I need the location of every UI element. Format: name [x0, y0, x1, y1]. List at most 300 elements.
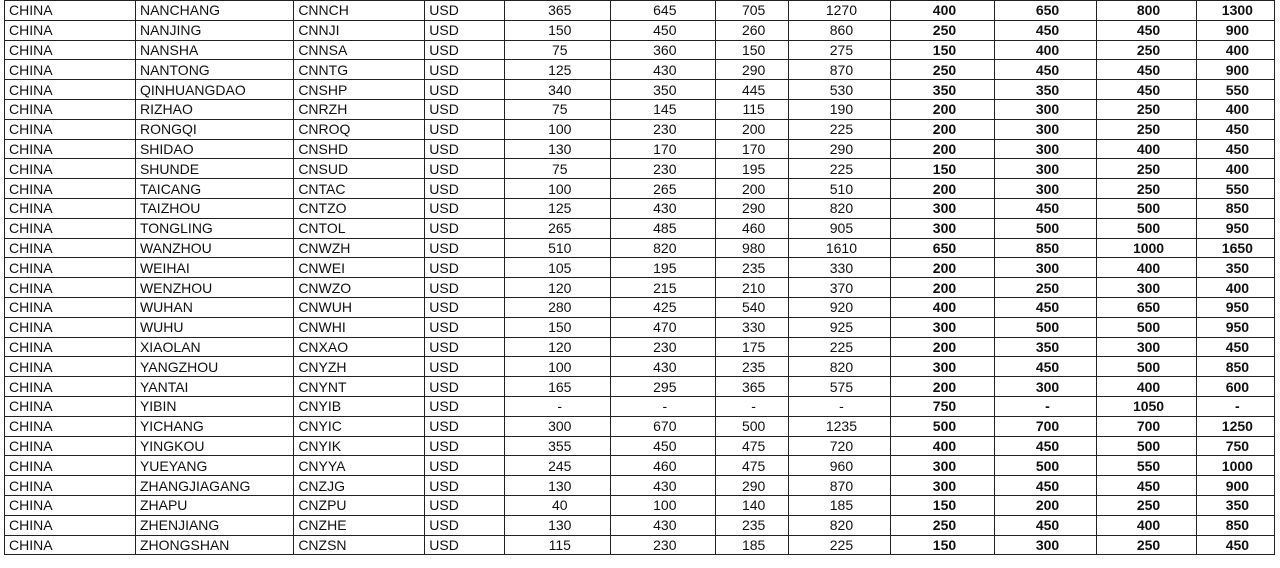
rate-bold-cell: 200	[891, 278, 995, 298]
rate-cell: 235	[715, 258, 788, 278]
rate-cell: 150	[715, 40, 788, 60]
rate-bold-cell: 1050	[1097, 396, 1196, 416]
port-code-cell: CNYYA	[294, 456, 425, 476]
currency-cell: USD	[425, 515, 505, 535]
currency-cell: USD	[425, 476, 505, 496]
currency-cell: USD	[425, 535, 505, 555]
rate-cell: 105	[505, 258, 611, 278]
table-row	[5, 436, 1275, 456]
rate-bold-cell: 750	[891, 396, 995, 416]
rate-cell: 905	[788, 218, 891, 238]
port-code-cell: CNNJI	[294, 20, 425, 40]
port-code-cell: CNZSN	[294, 535, 425, 555]
rate-cell: 265	[505, 218, 611, 238]
port-cell: NANCHANG	[135, 1, 293, 21]
rate-cell: 100	[505, 179, 611, 199]
rate-bold-cell: 150	[891, 535, 995, 555]
rate-bold-cell: 500	[1097, 357, 1196, 377]
table-row	[5, 40, 1275, 60]
port-cell: TONGLING	[135, 218, 293, 238]
rate-bold-cell: 400	[1196, 99, 1274, 119]
rate-cell: 210	[715, 278, 788, 298]
rate-cell: 820	[788, 515, 891, 535]
country-cell: CHINA	[5, 337, 136, 357]
rate-cell: 870	[788, 60, 891, 80]
port-code-cell: CNWEI	[294, 258, 425, 278]
port-code-cell: CNSHP	[294, 80, 425, 100]
currency-cell: USD	[425, 218, 505, 238]
rate-bold-cell: 900	[1196, 20, 1274, 40]
rate-bold-cell: 300	[994, 535, 1097, 555]
table-row	[5, 238, 1275, 258]
rate-bold-cell: 1000	[1097, 238, 1196, 258]
country-cell: CHINA	[5, 139, 136, 159]
rate-cell: 230	[611, 119, 716, 139]
port-cell: YIBIN	[135, 396, 293, 416]
rate-cell: 430	[611, 476, 716, 496]
rate-bold-cell: 450	[1196, 119, 1274, 139]
rate-bold-cell: 700	[1097, 416, 1196, 436]
table-row	[5, 218, 1275, 238]
rate-cell: 820	[611, 238, 716, 258]
rate-bold-cell: 450	[1196, 139, 1274, 159]
rate-bold-cell: 400	[1196, 40, 1274, 60]
country-cell: CHINA	[5, 377, 136, 397]
currency-cell: USD	[425, 20, 505, 40]
rate-cell: 870	[788, 476, 891, 496]
rate-bold-cell: 200	[994, 495, 1097, 515]
rate-bold-cell: 950	[1196, 297, 1274, 317]
rate-bold-cell: 450	[1196, 535, 1274, 555]
rate-bold-cell: 400	[1196, 159, 1274, 179]
rate-cell: 190	[788, 99, 891, 119]
rate-cell: -	[788, 396, 891, 416]
currency-cell: USD	[425, 179, 505, 199]
rate-cell: 430	[611, 357, 716, 377]
rate-bold-cell: 450	[1097, 20, 1196, 40]
rate-bold-cell: 550	[1196, 179, 1274, 199]
rate-bold-cell: 300	[994, 258, 1097, 278]
table-row	[5, 80, 1275, 100]
port-code-cell: CNNTG	[294, 60, 425, 80]
currency-cell: USD	[425, 60, 505, 80]
port-cell: YUEYANG	[135, 456, 293, 476]
rate-cell: 450	[611, 20, 716, 40]
rate-bold-cell: 250	[1097, 40, 1196, 60]
rate-bold-cell: 350	[891, 80, 995, 100]
rate-cell: 290	[715, 476, 788, 496]
rate-bold-cell: 400	[994, 40, 1097, 60]
rate-bold-cell: 650	[994, 1, 1097, 21]
table-row	[5, 119, 1275, 139]
currency-cell: USD	[425, 80, 505, 100]
rate-cell: 365	[505, 1, 611, 21]
rate-bold-cell: 350	[994, 337, 1097, 357]
rate-cell: 540	[715, 297, 788, 317]
rate-cell: 460	[611, 456, 716, 476]
rate-cell: 230	[611, 159, 716, 179]
port-cell: NANJING	[135, 20, 293, 40]
rate-bold-cell: 1000	[1196, 456, 1274, 476]
rate-bold-cell: 250	[1097, 99, 1196, 119]
rate-cell: 230	[611, 337, 716, 357]
rate-bold-cell: 250	[1097, 159, 1196, 179]
rates-table	[4, 0, 1275, 555]
rate-cell: 140	[715, 495, 788, 515]
rate-bold-cell: 400	[1196, 278, 1274, 298]
port-cell: SHUNDE	[135, 159, 293, 179]
port-cell: WUHAN	[135, 297, 293, 317]
port-code-cell: CNNCH	[294, 1, 425, 21]
rate-bold-cell: 450	[1097, 476, 1196, 496]
rate-cell: 510	[788, 179, 891, 199]
rate-cell: -	[715, 396, 788, 416]
rate-cell: 360	[611, 40, 716, 60]
rate-bold-cell: 900	[1196, 476, 1274, 496]
rate-cell: 430	[611, 60, 716, 80]
country-cell: CHINA	[5, 495, 136, 515]
currency-cell: USD	[425, 238, 505, 258]
port-code-cell: CNYIK	[294, 436, 425, 456]
rate-cell: 575	[788, 377, 891, 397]
country-cell: CHINA	[5, 218, 136, 238]
currency-cell: USD	[425, 159, 505, 179]
port-code-cell: CNYIB	[294, 396, 425, 416]
rate-cell: 195	[715, 159, 788, 179]
rate-bold-cell: 550	[1097, 456, 1196, 476]
rate-bold-cell: 450	[994, 476, 1097, 496]
rate-bold-cell: 200	[891, 99, 995, 119]
rate-bold-cell: 500	[994, 218, 1097, 238]
currency-cell: USD	[425, 198, 505, 218]
rate-cell: 145	[611, 99, 716, 119]
rate-cell: 340	[505, 80, 611, 100]
table-row	[5, 337, 1275, 357]
rate-cell: 720	[788, 436, 891, 456]
rate-cell: 530	[788, 80, 891, 100]
country-cell: CHINA	[5, 198, 136, 218]
port-cell: RONGQI	[135, 119, 293, 139]
table-row	[5, 396, 1275, 416]
rate-bold-cell: 950	[1196, 317, 1274, 337]
rate-bold-cell: 450	[994, 20, 1097, 40]
rate-cell: 290	[788, 139, 891, 159]
rate-cell: 280	[505, 297, 611, 317]
rate-bold-cell: 450	[1196, 337, 1274, 357]
rate-cell: 425	[611, 297, 716, 317]
rate-bold-cell: 850	[1196, 357, 1274, 377]
table-row	[5, 357, 1275, 377]
rate-bold-cell: 300	[891, 456, 995, 476]
table-row	[5, 278, 1275, 298]
currency-cell: USD	[425, 456, 505, 476]
port-cell: YANGZHOU	[135, 357, 293, 377]
port-code-cell: CNROQ	[294, 119, 425, 139]
country-cell: CHINA	[5, 159, 136, 179]
rate-bold-cell: 300	[994, 179, 1097, 199]
rate-cell: 330	[788, 258, 891, 278]
rates-table-body	[5, 1, 1275, 555]
rate-bold-cell: 200	[891, 179, 995, 199]
port-code-cell: CNTAC	[294, 179, 425, 199]
rate-cell: 260	[715, 20, 788, 40]
country-cell: CHINA	[5, 436, 136, 456]
rate-cell: 120	[505, 337, 611, 357]
rate-cell: 235	[715, 515, 788, 535]
rate-cell: 485	[611, 218, 716, 238]
rate-bold-cell: 500	[1097, 436, 1196, 456]
port-cell: ZHAPU	[135, 495, 293, 515]
port-cell: WENZHOU	[135, 278, 293, 298]
country-cell: CHINA	[5, 535, 136, 555]
rate-cell: 705	[715, 1, 788, 21]
rate-cell: 225	[788, 337, 891, 357]
rate-bold-cell: 450	[994, 357, 1097, 377]
country-cell: CHINA	[5, 278, 136, 298]
table-row	[5, 20, 1275, 40]
rate-cell: -	[505, 396, 611, 416]
rate-bold-cell: 1650	[1196, 238, 1274, 258]
rate-bold-cell: 300	[994, 377, 1097, 397]
rate-bold-cell: 850	[994, 238, 1097, 258]
port-cell: ZHONGSHAN	[135, 535, 293, 555]
rate-cell: 470	[611, 317, 716, 337]
port-code-cell: CNWZO	[294, 278, 425, 298]
rate-cell: 245	[505, 456, 611, 476]
country-cell: CHINA	[5, 80, 136, 100]
rate-cell: 445	[715, 80, 788, 100]
port-code-cell: CNYNT	[294, 377, 425, 397]
port-cell: YANTAI	[135, 377, 293, 397]
rate-cell: 185	[788, 495, 891, 515]
country-cell: CHINA	[5, 20, 136, 40]
currency-cell: USD	[425, 40, 505, 60]
rate-bold-cell: 200	[891, 258, 995, 278]
table-row	[5, 1, 1275, 21]
rate-cell: 235	[715, 357, 788, 377]
port-cell: TAIZHOU	[135, 198, 293, 218]
currency-cell: USD	[425, 396, 505, 416]
rate-bold-cell: 750	[1196, 436, 1274, 456]
port-code-cell: CNZHE	[294, 515, 425, 535]
rate-bold-cell: 400	[891, 436, 995, 456]
rate-bold-cell: 700	[994, 416, 1097, 436]
rate-cell: 75	[505, 99, 611, 119]
table-row	[5, 159, 1275, 179]
rate-cell: 130	[505, 515, 611, 535]
port-code-cell: CNYIC	[294, 416, 425, 436]
rate-cell: 200	[715, 119, 788, 139]
rate-bold-cell: 250	[1097, 495, 1196, 515]
rate-bold-cell: 300	[891, 198, 995, 218]
rate-cell: 1235	[788, 416, 891, 436]
rate-cell: 125	[505, 60, 611, 80]
rate-bold-cell: 300	[994, 99, 1097, 119]
rate-bold-cell: 250	[1097, 179, 1196, 199]
rate-bold-cell: 200	[891, 139, 995, 159]
rate-bold-cell: 300	[891, 218, 995, 238]
rate-bold-cell: 400	[1097, 377, 1196, 397]
rate-bold-cell: 250	[891, 60, 995, 80]
currency-cell: USD	[425, 317, 505, 337]
country-cell: CHINA	[5, 416, 136, 436]
table-row	[5, 515, 1275, 535]
rate-bold-cell: 500	[1097, 198, 1196, 218]
rate-cell: -	[611, 396, 716, 416]
rate-cell: 225	[788, 159, 891, 179]
currency-cell: USD	[425, 436, 505, 456]
rate-cell: 75	[505, 159, 611, 179]
rate-bold-cell: 500	[1097, 317, 1196, 337]
rate-cell: 130	[505, 476, 611, 496]
rate-bold-cell: 300	[891, 317, 995, 337]
rate-bold-cell: 350	[1196, 495, 1274, 515]
port-code-cell: CNTOL	[294, 218, 425, 238]
rate-cell: 460	[715, 218, 788, 238]
rate-cell: 475	[715, 436, 788, 456]
rate-cell: 225	[788, 119, 891, 139]
currency-cell: USD	[425, 357, 505, 377]
port-code-cell: CNRZH	[294, 99, 425, 119]
port-cell: NANTONG	[135, 60, 293, 80]
port-cell: RIZHAO	[135, 99, 293, 119]
rate-bold-cell: 450	[994, 198, 1097, 218]
rate-bold-cell: 300	[994, 159, 1097, 179]
country-cell: CHINA	[5, 456, 136, 476]
rate-bold-cell: 300	[1097, 337, 1196, 357]
port-code-cell: CNZJG	[294, 476, 425, 496]
country-cell: CHINA	[5, 258, 136, 278]
rate-bold-cell: 200	[891, 377, 995, 397]
port-cell: YICHANG	[135, 416, 293, 436]
rate-cell: 860	[788, 20, 891, 40]
port-code-cell: CNTZO	[294, 198, 425, 218]
rate-cell: 920	[788, 297, 891, 317]
rate-bold-cell: 850	[1196, 515, 1274, 535]
rate-bold-cell: 150	[891, 495, 995, 515]
rate-bold-cell: 250	[891, 20, 995, 40]
country-cell: CHINA	[5, 357, 136, 377]
rate-cell: 170	[715, 139, 788, 159]
port-code-cell: CNSUD	[294, 159, 425, 179]
rate-cell: 100	[611, 495, 716, 515]
country-cell: CHINA	[5, 238, 136, 258]
rate-cell: 40	[505, 495, 611, 515]
rate-cell: 960	[788, 456, 891, 476]
rate-bold-cell: 250	[891, 515, 995, 535]
country-cell: CHINA	[5, 179, 136, 199]
port-cell: ZHENJIANG	[135, 515, 293, 535]
rate-bold-cell: 500	[1097, 218, 1196, 238]
rate-cell: 200	[715, 179, 788, 199]
rate-cell: 195	[611, 258, 716, 278]
rate-cell: 1270	[788, 1, 891, 21]
port-cell: ZHANGJIAGANG	[135, 476, 293, 496]
currency-cell: USD	[425, 139, 505, 159]
port-code-cell: CNSHD	[294, 139, 425, 159]
port-cell: QINHUANGDAO	[135, 80, 293, 100]
rate-cell: 450	[611, 436, 716, 456]
rate-cell: 820	[788, 198, 891, 218]
rate-bold-cell: 650	[891, 238, 995, 258]
rate-cell: 230	[611, 535, 716, 555]
rate-cell: 925	[788, 317, 891, 337]
currency-cell: USD	[425, 258, 505, 278]
rate-cell: 125	[505, 198, 611, 218]
rate-cell: 130	[505, 139, 611, 159]
rate-cell: 365	[715, 377, 788, 397]
rate-bold-cell: 1250	[1196, 416, 1274, 436]
rate-cell: 100	[505, 357, 611, 377]
rate-bold-cell: 250	[1097, 535, 1196, 555]
rate-cell: 185	[715, 535, 788, 555]
table-row	[5, 495, 1275, 515]
rate-cell: 275	[788, 40, 891, 60]
rate-bold-cell: 500	[891, 416, 995, 436]
rate-bold-cell: 400	[1097, 258, 1196, 278]
country-cell: CHINA	[5, 60, 136, 80]
country-cell: CHINA	[5, 297, 136, 317]
port-cell: SHIDAO	[135, 139, 293, 159]
port-code-cell: CNWHI	[294, 317, 425, 337]
rate-cell: 300	[505, 416, 611, 436]
rate-bold-cell: 250	[994, 278, 1097, 298]
rate-bold-cell: 1300	[1196, 1, 1274, 21]
rate-bold-cell: 850	[1196, 198, 1274, 218]
rate-cell: 100	[505, 119, 611, 139]
table-row	[5, 297, 1275, 317]
rate-bold-cell: 200	[891, 119, 995, 139]
currency-cell: USD	[425, 416, 505, 436]
rate-cell: 225	[788, 535, 891, 555]
rate-bold-cell: 300	[1097, 278, 1196, 298]
country-cell: CHINA	[5, 99, 136, 119]
rate-cell: 75	[505, 40, 611, 60]
country-cell: CHINA	[5, 119, 136, 139]
port-code-cell: CNXAO	[294, 337, 425, 357]
port-code-cell: CNYZH	[294, 357, 425, 377]
country-cell: CHINA	[5, 317, 136, 337]
rate-cell: 820	[788, 357, 891, 377]
table-row	[5, 416, 1275, 436]
rate-bold-cell: 450	[994, 436, 1097, 456]
rate-cell: 150	[505, 317, 611, 337]
rate-bold-cell: 400	[891, 297, 995, 317]
rate-bold-cell: 300	[994, 139, 1097, 159]
rate-bold-cell: 150	[891, 40, 995, 60]
rate-cell: 500	[715, 416, 788, 436]
rate-cell: 295	[611, 377, 716, 397]
table-row	[5, 258, 1275, 278]
port-cell: WEIHAI	[135, 258, 293, 278]
rate-bold-cell: 450	[1097, 80, 1196, 100]
rate-cell: 980	[715, 238, 788, 258]
rate-cell: 290	[715, 198, 788, 218]
port-cell: XIAOLAN	[135, 337, 293, 357]
rate-cell: 350	[611, 80, 716, 100]
table-row	[5, 179, 1275, 199]
port-cell: YINGKOU	[135, 436, 293, 456]
table-row	[5, 476, 1275, 496]
country-cell: CHINA	[5, 40, 136, 60]
currency-cell: USD	[425, 377, 505, 397]
port-code-cell: CNWZH	[294, 238, 425, 258]
rate-bold-cell: 150	[891, 159, 995, 179]
rate-cell: 115	[505, 535, 611, 555]
country-cell: CHINA	[5, 515, 136, 535]
rate-cell: 510	[505, 238, 611, 258]
port-code-cell: CNWUH	[294, 297, 425, 317]
